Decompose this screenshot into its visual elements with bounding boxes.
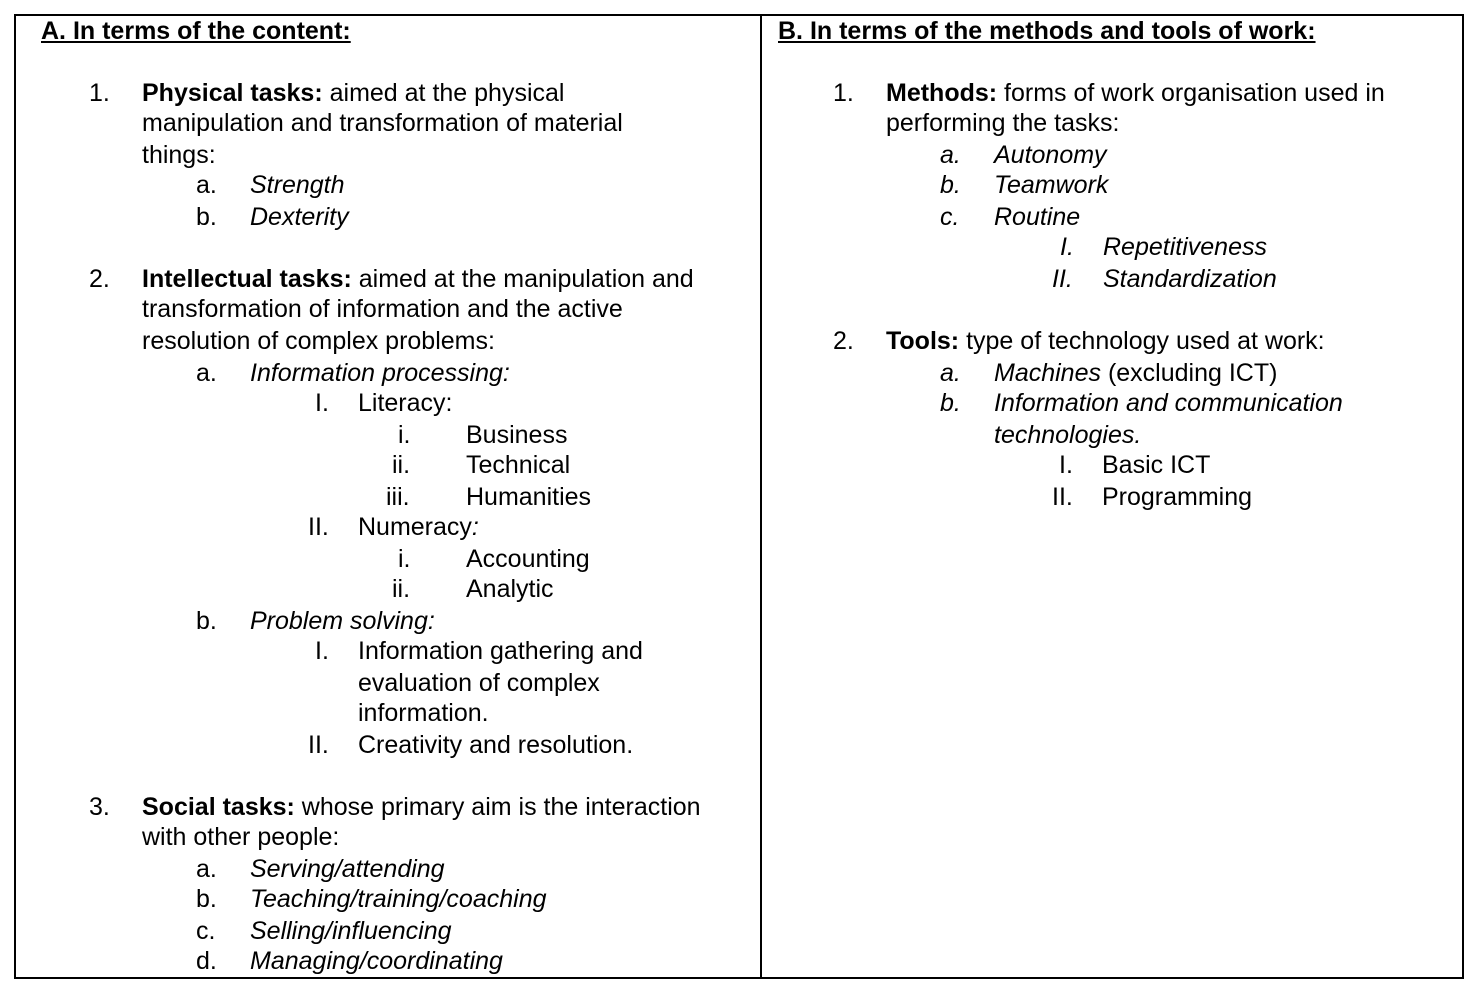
list-number: 2. [833, 327, 854, 355]
sub-item: Teaching/training/coaching [250, 885, 547, 913]
sub-mark: c. [196, 917, 216, 945]
sub-item: Routine [994, 203, 1081, 231]
sub-item: Serving/attending [250, 855, 445, 883]
item-desc: aimed at the manipulation and [351, 265, 694, 293]
subsub-mark: II. [308, 513, 329, 541]
subsub-mark: I. [1059, 451, 1073, 479]
sub-item [994, 358, 1277, 389]
sub-item: Dexterity [250, 203, 349, 231]
machines-label: Machines [994, 359, 1101, 387]
subsub-item: Programming [1102, 483, 1253, 511]
sub-item: Strength [250, 171, 345, 199]
list-item-text [142, 78, 564, 109]
sub-mark: b. [196, 203, 217, 231]
item-desc: whose primary aim is the interaction [294, 793, 701, 821]
item-title: Social tasks: [142, 793, 295, 821]
list-item-text [886, 78, 1385, 109]
sub-mark: c. [940, 203, 960, 231]
item-desc-line: manipulation and transformation of material [142, 109, 623, 137]
sub-item: Information and communication [994, 389, 1343, 417]
subsub-mark: I. [1060, 233, 1074, 261]
subsub-mark: I. [315, 389, 329, 417]
sub-mark: a. [196, 359, 217, 387]
sub-item: Information processing: [250, 359, 510, 387]
item-desc: forms of work organisation used in [997, 79, 1385, 107]
leaf-item: Business [466, 421, 568, 449]
leaf-item: Analytic [466, 575, 554, 603]
leaf-mark: iii. [386, 483, 410, 511]
column-a-heading: A. In terms of the content: [41, 17, 351, 45]
list-item-text [142, 264, 694, 295]
machines-note: (excluding ICT) [1101, 359, 1278, 387]
list-number: 2. [89, 265, 110, 293]
item-desc-line: resolution of complex problems: [142, 327, 495, 355]
item-title: Tools: [886, 327, 960, 355]
leaf-mark: ii. [392, 575, 411, 603]
item-desc-line: transformation of information and the active [142, 295, 623, 323]
leaf-item: Accounting [466, 545, 590, 573]
item-desc-line: performing the tasks: [886, 109, 1120, 137]
item-title: Intellectual tasks: [142, 265, 352, 293]
subsub-item [358, 512, 479, 543]
sub-item: Problem solving: [250, 607, 435, 635]
subsub-item: Basic ICT [1102, 451, 1211, 479]
numeracy-label: Numeracy [358, 513, 472, 541]
item-desc: aimed at the physical [322, 79, 565, 107]
leaf-mark: ii. [392, 451, 411, 479]
subsub-item-line: information. [358, 699, 489, 727]
item-title: Methods: [886, 79, 998, 107]
column-divider [760, 14, 762, 979]
sub-item: Autonomy [994, 141, 1107, 169]
item-desc-line: with other people: [142, 823, 340, 851]
subsub-item-line: evaluation of complex [358, 669, 600, 697]
sub-item: Teamwork [994, 171, 1109, 199]
list-item-text [886, 326, 1325, 357]
list-number: 1. [833, 79, 854, 107]
leaf-mark: i. [398, 421, 411, 449]
subsub-item: Information gathering and [358, 637, 643, 665]
sub-item: Managing/coordinating [250, 947, 503, 975]
subsub-item: Literacy: [358, 389, 453, 417]
subsub-mark: II. [308, 731, 329, 759]
sub-mark: b. [196, 607, 217, 635]
item-title: Physical tasks: [142, 79, 323, 107]
sub-item: Selling/influencing [250, 917, 452, 945]
subsub-mark: II. [1052, 265, 1073, 293]
sub-mark: b. [940, 389, 961, 417]
sub-mark: a. [196, 171, 217, 199]
sub-mark: a. [196, 855, 217, 883]
subsub-item: Creativity and resolution. [358, 731, 634, 759]
sub-item-line: technologies. [994, 421, 1142, 449]
sub-mark: b. [940, 171, 961, 199]
subsub-item: Repetitiveness [1103, 233, 1267, 261]
list-item-text [142, 792, 701, 823]
item-desc: type of technology used at work: [959, 327, 1325, 355]
sub-mark: a. [940, 141, 961, 169]
list-number: 3. [89, 793, 110, 821]
list-number: 1. [89, 79, 110, 107]
item-desc-line: things: [142, 141, 216, 169]
sub-mark: a. [940, 359, 961, 387]
column-b-heading: B. In terms of the methods and tools of work: [778, 17, 1316, 45]
sub-mark: b. [196, 885, 217, 913]
subsub-mark: I. [315, 637, 329, 665]
leaf-mark: i. [398, 545, 411, 573]
subsub-item: Standardization [1103, 265, 1277, 293]
sub-mark: d. [196, 947, 217, 975]
leaf-item: Humanities [466, 483, 592, 511]
subsub-mark: II. [1052, 483, 1073, 511]
leaf-item: Technical [466, 451, 571, 479]
numeracy-colon: : [471, 513, 479, 541]
